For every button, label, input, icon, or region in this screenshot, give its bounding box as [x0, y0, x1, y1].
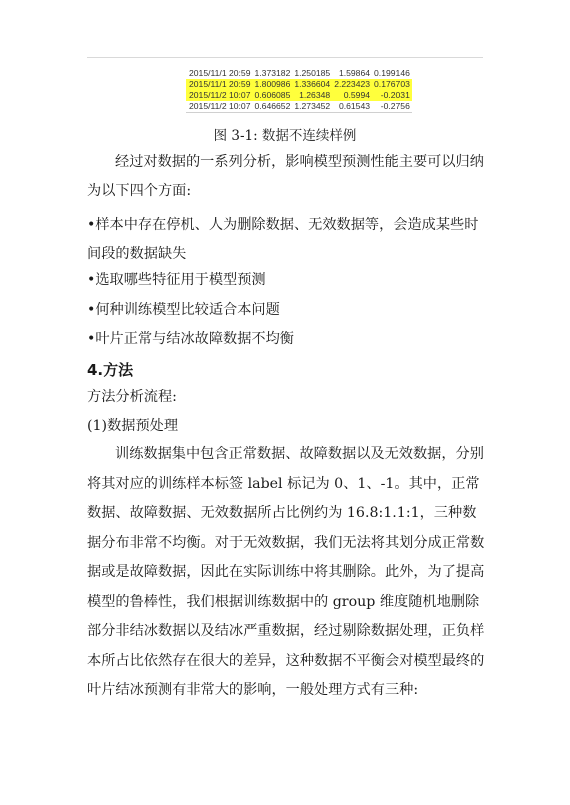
bullet-item: •叶片正常与结冰故障数据不均衡: [87, 331, 294, 347]
table-cell: 2.223423: [334, 79, 371, 89]
table-cell: 0.176703: [374, 79, 410, 89]
table-cell: 0.61543: [332, 101, 372, 113]
figure-caption: 图 3-1: 数据不连续样例: [213, 128, 357, 144]
table-cell: 0.606085: [254, 90, 291, 100]
table-cell: 1.250185: [294, 68, 331, 78]
table-cell: 0.199146: [374, 68, 410, 78]
table-row: [186, 101, 412, 113]
method-intro: 方法分析流程:: [87, 389, 177, 405]
table-cell: 2015/11/1 20:59: [189, 68, 251, 78]
table-cell: -0.2756: [372, 101, 412, 113]
table-cell: 2015/11/2 10:07: [186, 101, 253, 113]
table-cell: 0.646652: [254, 101, 291, 111]
table-cell: 1.26348: [292, 90, 332, 101]
table-cell: 1.373182: [254, 68, 291, 78]
table-row: [186, 90, 412, 101]
table-cell: -0.2031: [372, 90, 412, 101]
header-rule: [87, 57, 483, 58]
table-cell: 2015/11/1 20:59: [186, 79, 253, 90]
bullet-item: •选取哪些特征用于模型预测: [87, 272, 266, 288]
table-cell: 1.59864: [338, 68, 371, 78]
bullet-item: •样本中存在停机、人为删除数据、无效数据等，会造成某些时间段的数据缺失: [87, 217, 479, 262]
table-cell: 1.800986: [254, 79, 291, 89]
bullet-item: •何种训练模型比较适合本问题: [87, 302, 280, 318]
body-paragraph: 训练数据集中包含正常数据、故障数据以及无效数据，分别将其对应的训练样本标签 label 标记为 0、1、-1。其中，正常数据、故障数据、无效数据所占比例约为 16.8:1.1:1，三种数据分布非常不均衡。对于无效数据，我们无法将其划分成正常数据或是故障数据，因此在实际训练中将其删除。此外，为了提高模型的鲁棒性，我们根据训练数据中的 group 维度随机地删除部分非结冰数据以及结冰严重数据，经过剔除数据处理，正负样本所占比依然存在很大的差异，这种数据不平衡会对模型最终的叶片结冰预测有非常大的影响，一般处理方式有三种:: [87, 446, 485, 698]
table-cell: 1.273452: [294, 101, 331, 111]
table-row: [186, 68, 412, 79]
table-cell: 1.336604: [294, 79, 331, 89]
table-cell: 2015/11/2 10:07: [186, 90, 253, 101]
table-cell: 0.5994: [332, 90, 372, 101]
intro-paragraph: 经过对数据的一系列分析，影响模型预测性能主要可以归纳为以下四个方面:: [87, 154, 484, 199]
table-row: [186, 79, 412, 90]
data-table: [186, 68, 412, 113]
section-heading: 4.方法: [87, 361, 134, 379]
step-label: (1)数据预处理: [87, 418, 179, 434]
